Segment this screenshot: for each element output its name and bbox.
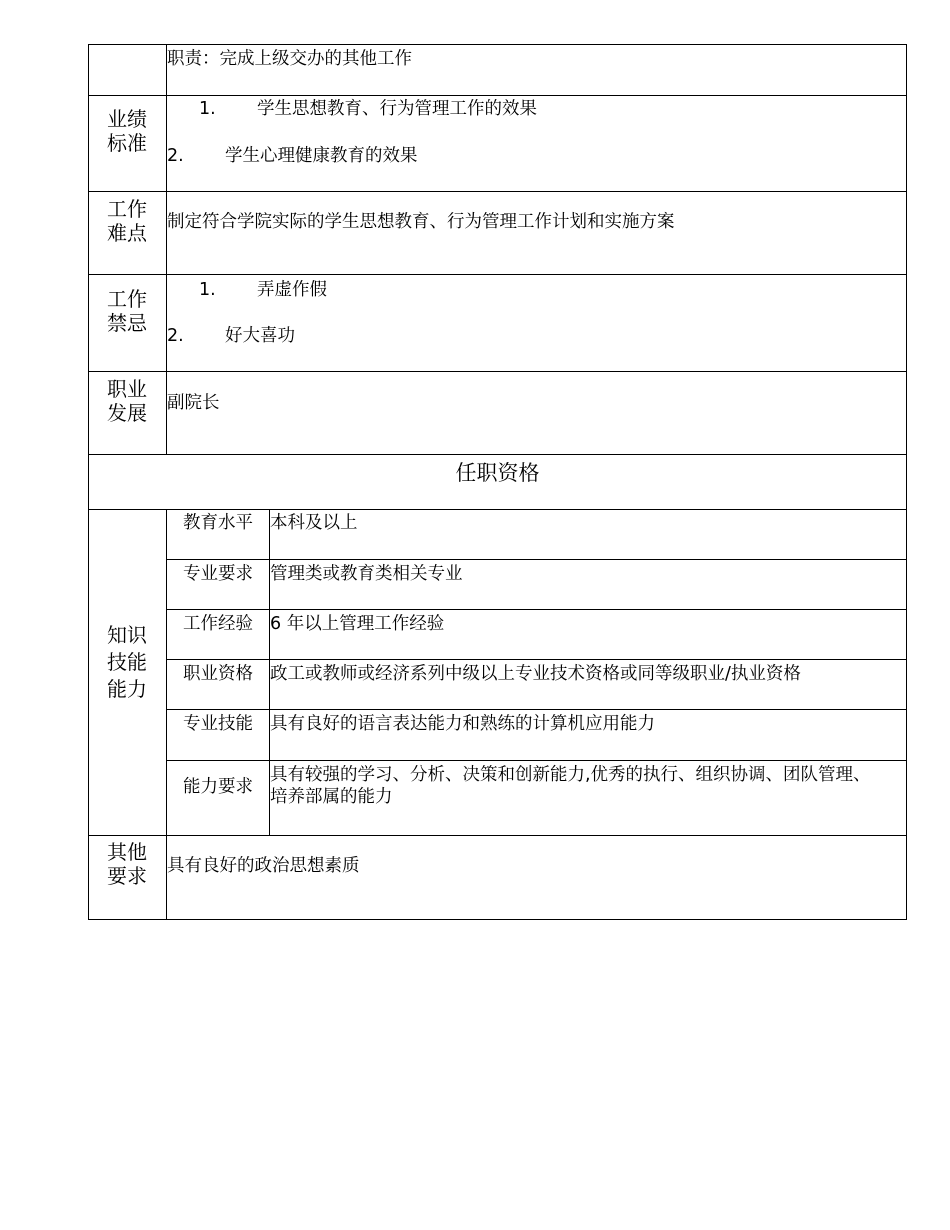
performance-item-2: [167, 145, 418, 167]
taboo-label: 工作 禁忌: [107, 287, 147, 335]
qual-label-major: 专业要求: [183, 564, 253, 584]
row-divider: [88, 191, 907, 192]
qual-value-major: 管理类或教育类相关专业: [270, 564, 463, 584]
list-text: 好大喜功: [225, 326, 295, 346]
list-number: 1.: [199, 99, 216, 119]
qual-value-experience: 6 年以上管理工作经验: [270, 614, 445, 634]
list-text: 学生心理健康教育的效果: [225, 146, 418, 166]
list-number: 2.: [167, 146, 184, 166]
performance-label: 业绩 标准: [107, 107, 147, 155]
qual-value-education: 本科及以上: [270, 513, 358, 533]
list-number: 2.: [167, 326, 184, 346]
taboo-item-1: [199, 279, 327, 301]
qual-label-experience: 工作经验: [183, 614, 253, 634]
row-divider: [166, 659, 907, 660]
list-text: 学生思想教育、行为管理工作的效果: [257, 99, 537, 119]
row-divider: [88, 274, 907, 275]
row-divider: [88, 371, 907, 372]
qualifications-title: 任职资格: [455, 461, 540, 485]
row-divider: [166, 760, 907, 761]
qual-label-certification: 职业资格: [183, 664, 253, 684]
row-divider: [166, 709, 907, 710]
career-text: 副院长: [167, 393, 220, 413]
performance-item-1: [199, 98, 537, 120]
qual-label-education: 教育水平: [183, 513, 253, 533]
career-label: 职业 发展: [107, 377, 147, 425]
qual-label-abilities: 能力要求: [183, 777, 253, 797]
row-divider: [166, 609, 907, 610]
row-divider: [88, 509, 907, 510]
knowledge-skills-label: 知识 技能 能力: [107, 623, 147, 701]
qual-value-certification: 政工或教师或经济系列中级以上专业技术资格或同等级职业/执业资格: [270, 664, 801, 684]
taboo-item-2: [167, 325, 295, 347]
row-divider: [88, 835, 907, 836]
list-text: 弄虚作假: [257, 280, 327, 300]
qual-value-skills: 具有良好的语言表达能力和熟练的计算机应用能力: [270, 714, 655, 734]
row-divider: [88, 454, 907, 455]
qual-value-abilities: 具有较强的学习、分析、决策和创新能力,优秀的执行、组织协调、团队管理、培养部属的能力: [270, 765, 871, 807]
row-divider: [88, 95, 907, 96]
difficulty-text: 制定符合学院实际的学生思想教育、行为管理工作计划和实施方案: [167, 212, 675, 232]
row-divider: [166, 559, 907, 560]
other-label: 其他 要求: [107, 840, 147, 888]
duty-text: 职责：完成上级交办的其他工作: [167, 49, 412, 69]
difficulty-label: 工作 难点: [107, 197, 147, 245]
list-number: 1.: [199, 280, 216, 300]
other-text: 具有良好的政治思想素质: [167, 856, 360, 876]
qual-label-skills: 专业技能: [183, 714, 253, 734]
